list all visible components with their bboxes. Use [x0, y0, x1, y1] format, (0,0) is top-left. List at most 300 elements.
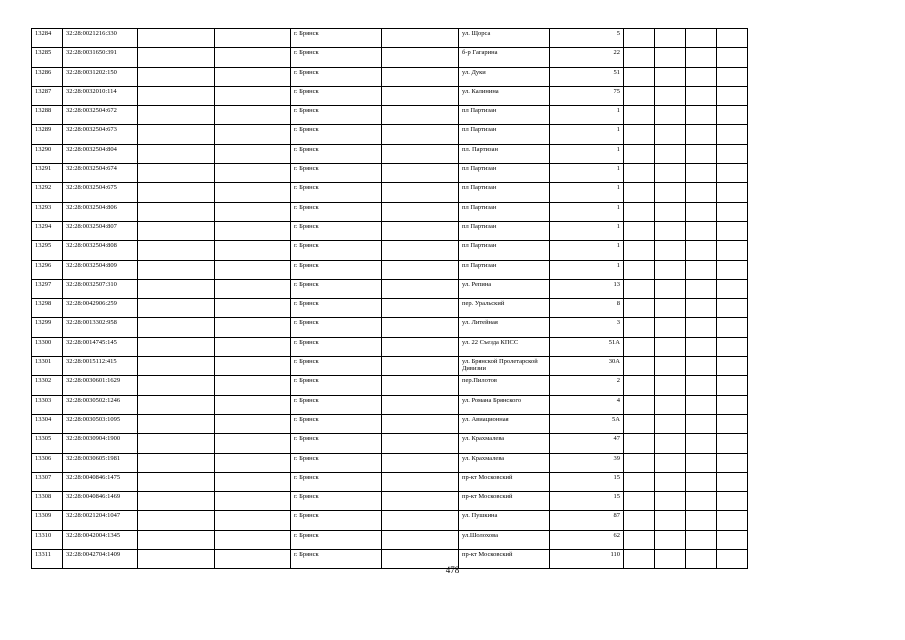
- cell-empty: [717, 414, 748, 433]
- cell-empty: [215, 357, 291, 376]
- cell-city: г. Брянск: [291, 202, 382, 221]
- cell-empty: [215, 48, 291, 67]
- cell-empty: [138, 472, 215, 491]
- cell-empty: [624, 144, 655, 163]
- cell-empty: [717, 376, 748, 395]
- cell-cadastral-number: 32:28:0032504:808: [63, 241, 138, 260]
- cell-empty: [717, 260, 748, 279]
- cell-empty: [138, 183, 215, 202]
- cell-empty: [686, 357, 717, 376]
- cell-cadastral-number: 32:28:0015112:415: [63, 357, 138, 376]
- cell-empty: [138, 299, 215, 318]
- cell-cadastral-number: 32:28:0021204:1047: [63, 511, 138, 530]
- cell-empty: [717, 29, 748, 48]
- cell-empty: [624, 472, 655, 491]
- cell-empty: [717, 144, 748, 163]
- cell-empty: [382, 221, 459, 240]
- cell-empty: [717, 67, 748, 86]
- cell-street: пр-кт Московский: [459, 472, 550, 491]
- cell-empty: [215, 414, 291, 433]
- cell-empty: [655, 183, 686, 202]
- table-row: [32, 48, 748, 67]
- cell-empty: [138, 164, 215, 183]
- cell-street: пл Партизан: [459, 125, 550, 144]
- cell-street: пер.Пилотов: [459, 376, 550, 395]
- cell-cadastral-number: 32:28:0042004:1345: [63, 530, 138, 549]
- cell-house-number: 2: [550, 376, 624, 395]
- table-row: [32, 414, 748, 433]
- cell-empty: [382, 144, 459, 163]
- cell-record-number: 13309: [32, 511, 63, 530]
- cell-empty: [655, 221, 686, 240]
- cell-empty: [655, 472, 686, 491]
- cell-record-number: 13293: [32, 202, 63, 221]
- cell-street: ул. Авиационная: [459, 414, 550, 433]
- cell-city: г. Брянск: [291, 183, 382, 202]
- cell-empty: [382, 260, 459, 279]
- cell-empty: [717, 395, 748, 414]
- cell-cadastral-number: 32:28:0013302:958: [63, 318, 138, 337]
- cell-record-number: 13294: [32, 221, 63, 240]
- cell-street: ул. Крахмалева: [459, 453, 550, 472]
- cell-empty: [686, 318, 717, 337]
- cell-empty: [717, 434, 748, 453]
- cell-cadastral-number: 32:28:0030904:1900: [63, 434, 138, 453]
- cell-house-number: 1: [550, 202, 624, 221]
- cell-empty: [686, 67, 717, 86]
- cell-empty: [655, 376, 686, 395]
- cell-city: г. Брянск: [291, 376, 382, 395]
- cell-city: г. Брянск: [291, 164, 382, 183]
- cell-empty: [215, 376, 291, 395]
- cell-empty: [717, 453, 748, 472]
- cell-empty: [655, 144, 686, 163]
- table-row: [32, 106, 748, 125]
- cell-empty: [382, 202, 459, 221]
- table-row: [32, 472, 748, 491]
- cell-empty: [686, 48, 717, 67]
- cell-empty: [655, 337, 686, 356]
- table-row: [32, 183, 748, 202]
- cell-empty: [215, 144, 291, 163]
- cell-city: г. Брянск: [291, 125, 382, 144]
- table-row: [32, 164, 748, 183]
- cell-empty: [686, 260, 717, 279]
- cell-city: г. Брянск: [291, 414, 382, 433]
- cell-cadastral-number: 32:28:0032507:310: [63, 279, 138, 298]
- cell-record-number: 13292: [32, 183, 63, 202]
- cell-house-number: 87: [550, 511, 624, 530]
- cell-empty: [624, 279, 655, 298]
- cell-empty: [382, 279, 459, 298]
- cell-empty: [138, 492, 215, 511]
- page-number: 478: [445, 565, 460, 575]
- cell-empty: [382, 164, 459, 183]
- cell-record-number: 13299: [32, 318, 63, 337]
- table-row: [32, 202, 748, 221]
- cell-empty: [624, 395, 655, 414]
- cell-record-number: 13286: [32, 67, 63, 86]
- cell-empty: [138, 376, 215, 395]
- cell-empty: [717, 125, 748, 144]
- cell-city: г. Брянск: [291, 48, 382, 67]
- cell-empty: [624, 299, 655, 318]
- cell-house-number: 3: [550, 318, 624, 337]
- table-row: [32, 279, 748, 298]
- cell-empty: [215, 492, 291, 511]
- cell-empty: [717, 202, 748, 221]
- cell-cadastral-number: 32:28:0032504:807: [63, 221, 138, 240]
- cell-empty: [686, 144, 717, 163]
- cell-empty: [624, 318, 655, 337]
- cell-empty: [624, 376, 655, 395]
- cell-city: г. Брянск: [291, 453, 382, 472]
- registry-table: [31, 28, 748, 569]
- cell-empty: [717, 183, 748, 202]
- cell-house-number: 13: [550, 279, 624, 298]
- cell-empty: [717, 48, 748, 67]
- cell-record-number: 13288: [32, 106, 63, 125]
- cell-empty: [624, 48, 655, 67]
- cell-empty: [624, 511, 655, 530]
- cell-empty: [717, 164, 748, 183]
- cell-house-number: 1: [550, 125, 624, 144]
- cell-empty: [717, 472, 748, 491]
- cell-empty: [717, 299, 748, 318]
- cell-empty: [686, 453, 717, 472]
- cell-empty: [138, 279, 215, 298]
- cell-empty: [717, 337, 748, 356]
- cell-empty: [624, 414, 655, 433]
- cell-cadastral-number: 32:28:0032504:804: [63, 144, 138, 163]
- cell-record-number: 13310: [32, 530, 63, 549]
- table-row: [32, 241, 748, 260]
- cell-empty: [215, 86, 291, 105]
- cell-empty: [655, 48, 686, 67]
- cell-house-number: 8: [550, 299, 624, 318]
- cell-empty: [717, 241, 748, 260]
- cell-empty: [624, 29, 655, 48]
- cell-record-number: 13295: [32, 241, 63, 260]
- cell-city: г. Брянск: [291, 395, 382, 414]
- cell-street: пр-кт Московский: [459, 550, 550, 569]
- cell-record-number: 13290: [32, 144, 63, 163]
- cell-empty: [686, 125, 717, 144]
- cell-empty: [655, 106, 686, 125]
- cell-house-number: 22: [550, 48, 624, 67]
- cell-empty: [686, 395, 717, 414]
- cell-empty: [686, 183, 717, 202]
- cell-cadastral-number: 32:28:0032504:806: [63, 202, 138, 221]
- cell-street: ул. Крахмалева: [459, 434, 550, 453]
- cell-street: пл Партизан: [459, 202, 550, 221]
- cell-city: г. Брянск: [291, 106, 382, 125]
- cell-street: ул.Шолохова: [459, 530, 550, 549]
- cell-empty: [717, 279, 748, 298]
- cell-house-number: 62: [550, 530, 624, 549]
- cell-empty: [686, 492, 717, 511]
- cell-street: пл Партизан: [459, 106, 550, 125]
- cell-street: пл Партизан: [459, 221, 550, 240]
- cell-empty: [382, 414, 459, 433]
- cell-empty: [655, 395, 686, 414]
- cell-empty: [382, 241, 459, 260]
- cell-cadastral-number: 32:28:0030601:1629: [63, 376, 138, 395]
- cell-empty: [382, 395, 459, 414]
- cell-record-number: 13296: [32, 260, 63, 279]
- cell-cadastral-number: 32:28:0031202:150: [63, 67, 138, 86]
- cell-empty: [138, 357, 215, 376]
- cell-record-number: 13306: [32, 453, 63, 472]
- cell-cadastral-number: 32:28:0014745:145: [63, 337, 138, 356]
- cell-house-number: 1: [550, 241, 624, 260]
- cell-empty: [655, 164, 686, 183]
- cell-empty: [655, 279, 686, 298]
- cell-city: г. Брянск: [291, 472, 382, 491]
- cell-empty: [382, 86, 459, 105]
- cell-empty: [382, 530, 459, 549]
- cell-empty: [382, 183, 459, 202]
- cell-cadastral-number: 32:28:0032504:673: [63, 125, 138, 144]
- cell-empty: [138, 221, 215, 240]
- cell-empty: [686, 376, 717, 395]
- cell-empty: [655, 86, 686, 105]
- cell-street: пл Партизан: [459, 241, 550, 260]
- cell-record-number: 13311: [32, 550, 63, 569]
- cell-empty: [717, 86, 748, 105]
- table-row: [32, 357, 748, 376]
- cell-empty: [215, 530, 291, 549]
- cell-empty: [686, 414, 717, 433]
- table-row: [32, 86, 748, 105]
- cell-empty: [686, 106, 717, 125]
- cell-empty: [624, 164, 655, 183]
- cell-empty: [624, 260, 655, 279]
- cell-record-number: 13308: [32, 492, 63, 511]
- cell-city: г. Брянск: [291, 318, 382, 337]
- cell-house-number: 51А: [550, 337, 624, 356]
- cell-record-number: 13284: [32, 29, 63, 48]
- cell-record-number: 13302: [32, 376, 63, 395]
- cell-empty: [138, 241, 215, 260]
- cell-house-number: 75: [550, 86, 624, 105]
- cell-city: г. Брянск: [291, 530, 382, 549]
- cell-empty: [138, 125, 215, 144]
- cell-empty: [624, 530, 655, 549]
- cell-house-number: 1: [550, 221, 624, 240]
- cell-city: г. Брянск: [291, 221, 382, 240]
- table-row: [32, 376, 748, 395]
- cell-empty: [138, 318, 215, 337]
- cell-empty: [138, 48, 215, 67]
- cell-empty: [717, 221, 748, 240]
- cell-empty: [138, 434, 215, 453]
- cell-empty: [138, 67, 215, 86]
- cell-empty: [655, 492, 686, 511]
- cell-empty: [717, 530, 748, 549]
- cell-city: г. Брянск: [291, 241, 382, 260]
- cell-empty: [382, 299, 459, 318]
- cell-house-number: 39: [550, 453, 624, 472]
- cell-empty: [215, 164, 291, 183]
- table-row: [32, 453, 748, 472]
- cell-empty: [215, 67, 291, 86]
- cell-empty: [686, 337, 717, 356]
- cell-empty: [686, 472, 717, 491]
- cell-house-number: 15: [550, 492, 624, 511]
- cell-house-number: 5А: [550, 414, 624, 433]
- cell-empty: [717, 357, 748, 376]
- cell-cadastral-number: 32:28:0032504:672: [63, 106, 138, 125]
- cell-empty: [382, 357, 459, 376]
- cell-empty: [655, 511, 686, 530]
- cell-empty: [138, 106, 215, 125]
- cell-street: б-р Гагарина: [459, 48, 550, 67]
- table-row: [32, 337, 748, 356]
- cell-empty: [686, 434, 717, 453]
- cell-city: г. Брянск: [291, 29, 382, 48]
- cell-city: г. Брянск: [291, 434, 382, 453]
- cell-empty: [624, 453, 655, 472]
- cell-empty: [138, 337, 215, 356]
- cell-empty: [686, 279, 717, 298]
- cell-empty: [215, 125, 291, 144]
- cell-empty: [717, 318, 748, 337]
- cell-empty: [215, 337, 291, 356]
- cell-empty: [138, 202, 215, 221]
- cell-empty: [624, 357, 655, 376]
- cell-empty: [686, 299, 717, 318]
- cell-empty: [686, 530, 717, 549]
- cell-cadastral-number: 32:28:0030503:1095: [63, 414, 138, 433]
- cell-street: ул. Дуки: [459, 67, 550, 86]
- cell-cadastral-number: 32:28:0031650:391: [63, 48, 138, 67]
- cell-house-number: 15: [550, 472, 624, 491]
- cell-record-number: 13291: [32, 164, 63, 183]
- cell-empty: [215, 318, 291, 337]
- cell-empty: [215, 279, 291, 298]
- cell-record-number: 13304: [32, 414, 63, 433]
- cell-empty: [215, 511, 291, 530]
- cell-empty: [382, 48, 459, 67]
- cell-house-number: 30А: [550, 357, 624, 376]
- table-row: [32, 395, 748, 414]
- cell-empty: [624, 67, 655, 86]
- cell-empty: [624, 221, 655, 240]
- cell-empty: [655, 29, 686, 48]
- cell-empty: [624, 106, 655, 125]
- cell-empty: [686, 29, 717, 48]
- cell-record-number: 13303: [32, 395, 63, 414]
- cell-empty: [382, 511, 459, 530]
- cell-empty: [655, 67, 686, 86]
- cell-street: пр-кт Московский: [459, 492, 550, 511]
- cell-street: ул. Романа Брянского: [459, 395, 550, 414]
- cell-cadastral-number: 32:28:0042704:1409: [63, 550, 138, 569]
- cell-city: г. Брянск: [291, 67, 382, 86]
- cell-street: ул. Щорса: [459, 29, 550, 48]
- cell-empty: [624, 125, 655, 144]
- cell-cadastral-number: 32:28:0032504:809: [63, 260, 138, 279]
- cell-record-number: 13285: [32, 48, 63, 67]
- table-row: [32, 29, 748, 48]
- cell-empty: [138, 395, 215, 414]
- cell-empty: [624, 86, 655, 105]
- cell-city: г. Брянск: [291, 144, 382, 163]
- cell-empty: [215, 221, 291, 240]
- cell-empty: [215, 395, 291, 414]
- cell-empty: [215, 241, 291, 260]
- cell-city: г. Брянск: [291, 357, 382, 376]
- cell-city: г. Брянск: [291, 260, 382, 279]
- cell-city: г. Брянск: [291, 511, 382, 530]
- cell-empty: [717, 106, 748, 125]
- cell-record-number: 13307: [32, 472, 63, 491]
- table-row: [32, 221, 748, 240]
- table-row: [32, 511, 748, 530]
- table-row: [32, 299, 748, 318]
- cell-cadastral-number: 32:28:0040846:1469: [63, 492, 138, 511]
- cell-empty: [655, 357, 686, 376]
- cell-empty: [655, 434, 686, 453]
- cell-house-number: 51: [550, 67, 624, 86]
- cell-house-number: 5: [550, 29, 624, 48]
- cell-empty: [655, 260, 686, 279]
- cell-empty: [624, 337, 655, 356]
- cell-empty: [655, 241, 686, 260]
- cell-cadastral-number: 32:28:0042906:259: [63, 299, 138, 318]
- cell-empty: [382, 337, 459, 356]
- cell-empty: [655, 453, 686, 472]
- cell-empty: [655, 414, 686, 433]
- cell-city: г. Брянск: [291, 86, 382, 105]
- cell-street: пл. Партизан: [459, 144, 550, 163]
- table-row: [32, 125, 748, 144]
- cell-empty: [382, 318, 459, 337]
- cell-cadastral-number: 32:28:0032504:674: [63, 164, 138, 183]
- cell-street: пл Партизан: [459, 164, 550, 183]
- cell-record-number: 13301: [32, 357, 63, 376]
- cell-house-number: 1: [550, 106, 624, 125]
- cell-record-number: 13305: [32, 434, 63, 453]
- cell-empty: [624, 202, 655, 221]
- cell-empty: [624, 434, 655, 453]
- cell-empty: [717, 492, 748, 511]
- cell-empty: [138, 260, 215, 279]
- cell-empty: [624, 492, 655, 511]
- cell-house-number: 110: [550, 550, 624, 569]
- cell-empty: [215, 183, 291, 202]
- cell-street: пер. Уральский: [459, 299, 550, 318]
- cell-city: г. Брянск: [291, 550, 382, 569]
- cell-house-number: 1: [550, 164, 624, 183]
- cell-empty: [138, 511, 215, 530]
- cell-empty: [382, 376, 459, 395]
- cell-street: ул. 22 Съезда КПСС: [459, 337, 550, 356]
- cell-empty: [215, 29, 291, 48]
- cell-empty: [382, 453, 459, 472]
- cell-empty: [138, 414, 215, 433]
- table-row: [32, 67, 748, 86]
- table-row: [32, 434, 748, 453]
- cell-empty: [382, 125, 459, 144]
- table-body: [32, 29, 748, 569]
- cell-empty: [138, 530, 215, 549]
- cell-cadastral-number: 32:28:0030605:1981: [63, 453, 138, 472]
- cell-empty: [382, 434, 459, 453]
- cell-empty: [382, 29, 459, 48]
- cell-cadastral-number: 32:28:0040846:1475: [63, 472, 138, 491]
